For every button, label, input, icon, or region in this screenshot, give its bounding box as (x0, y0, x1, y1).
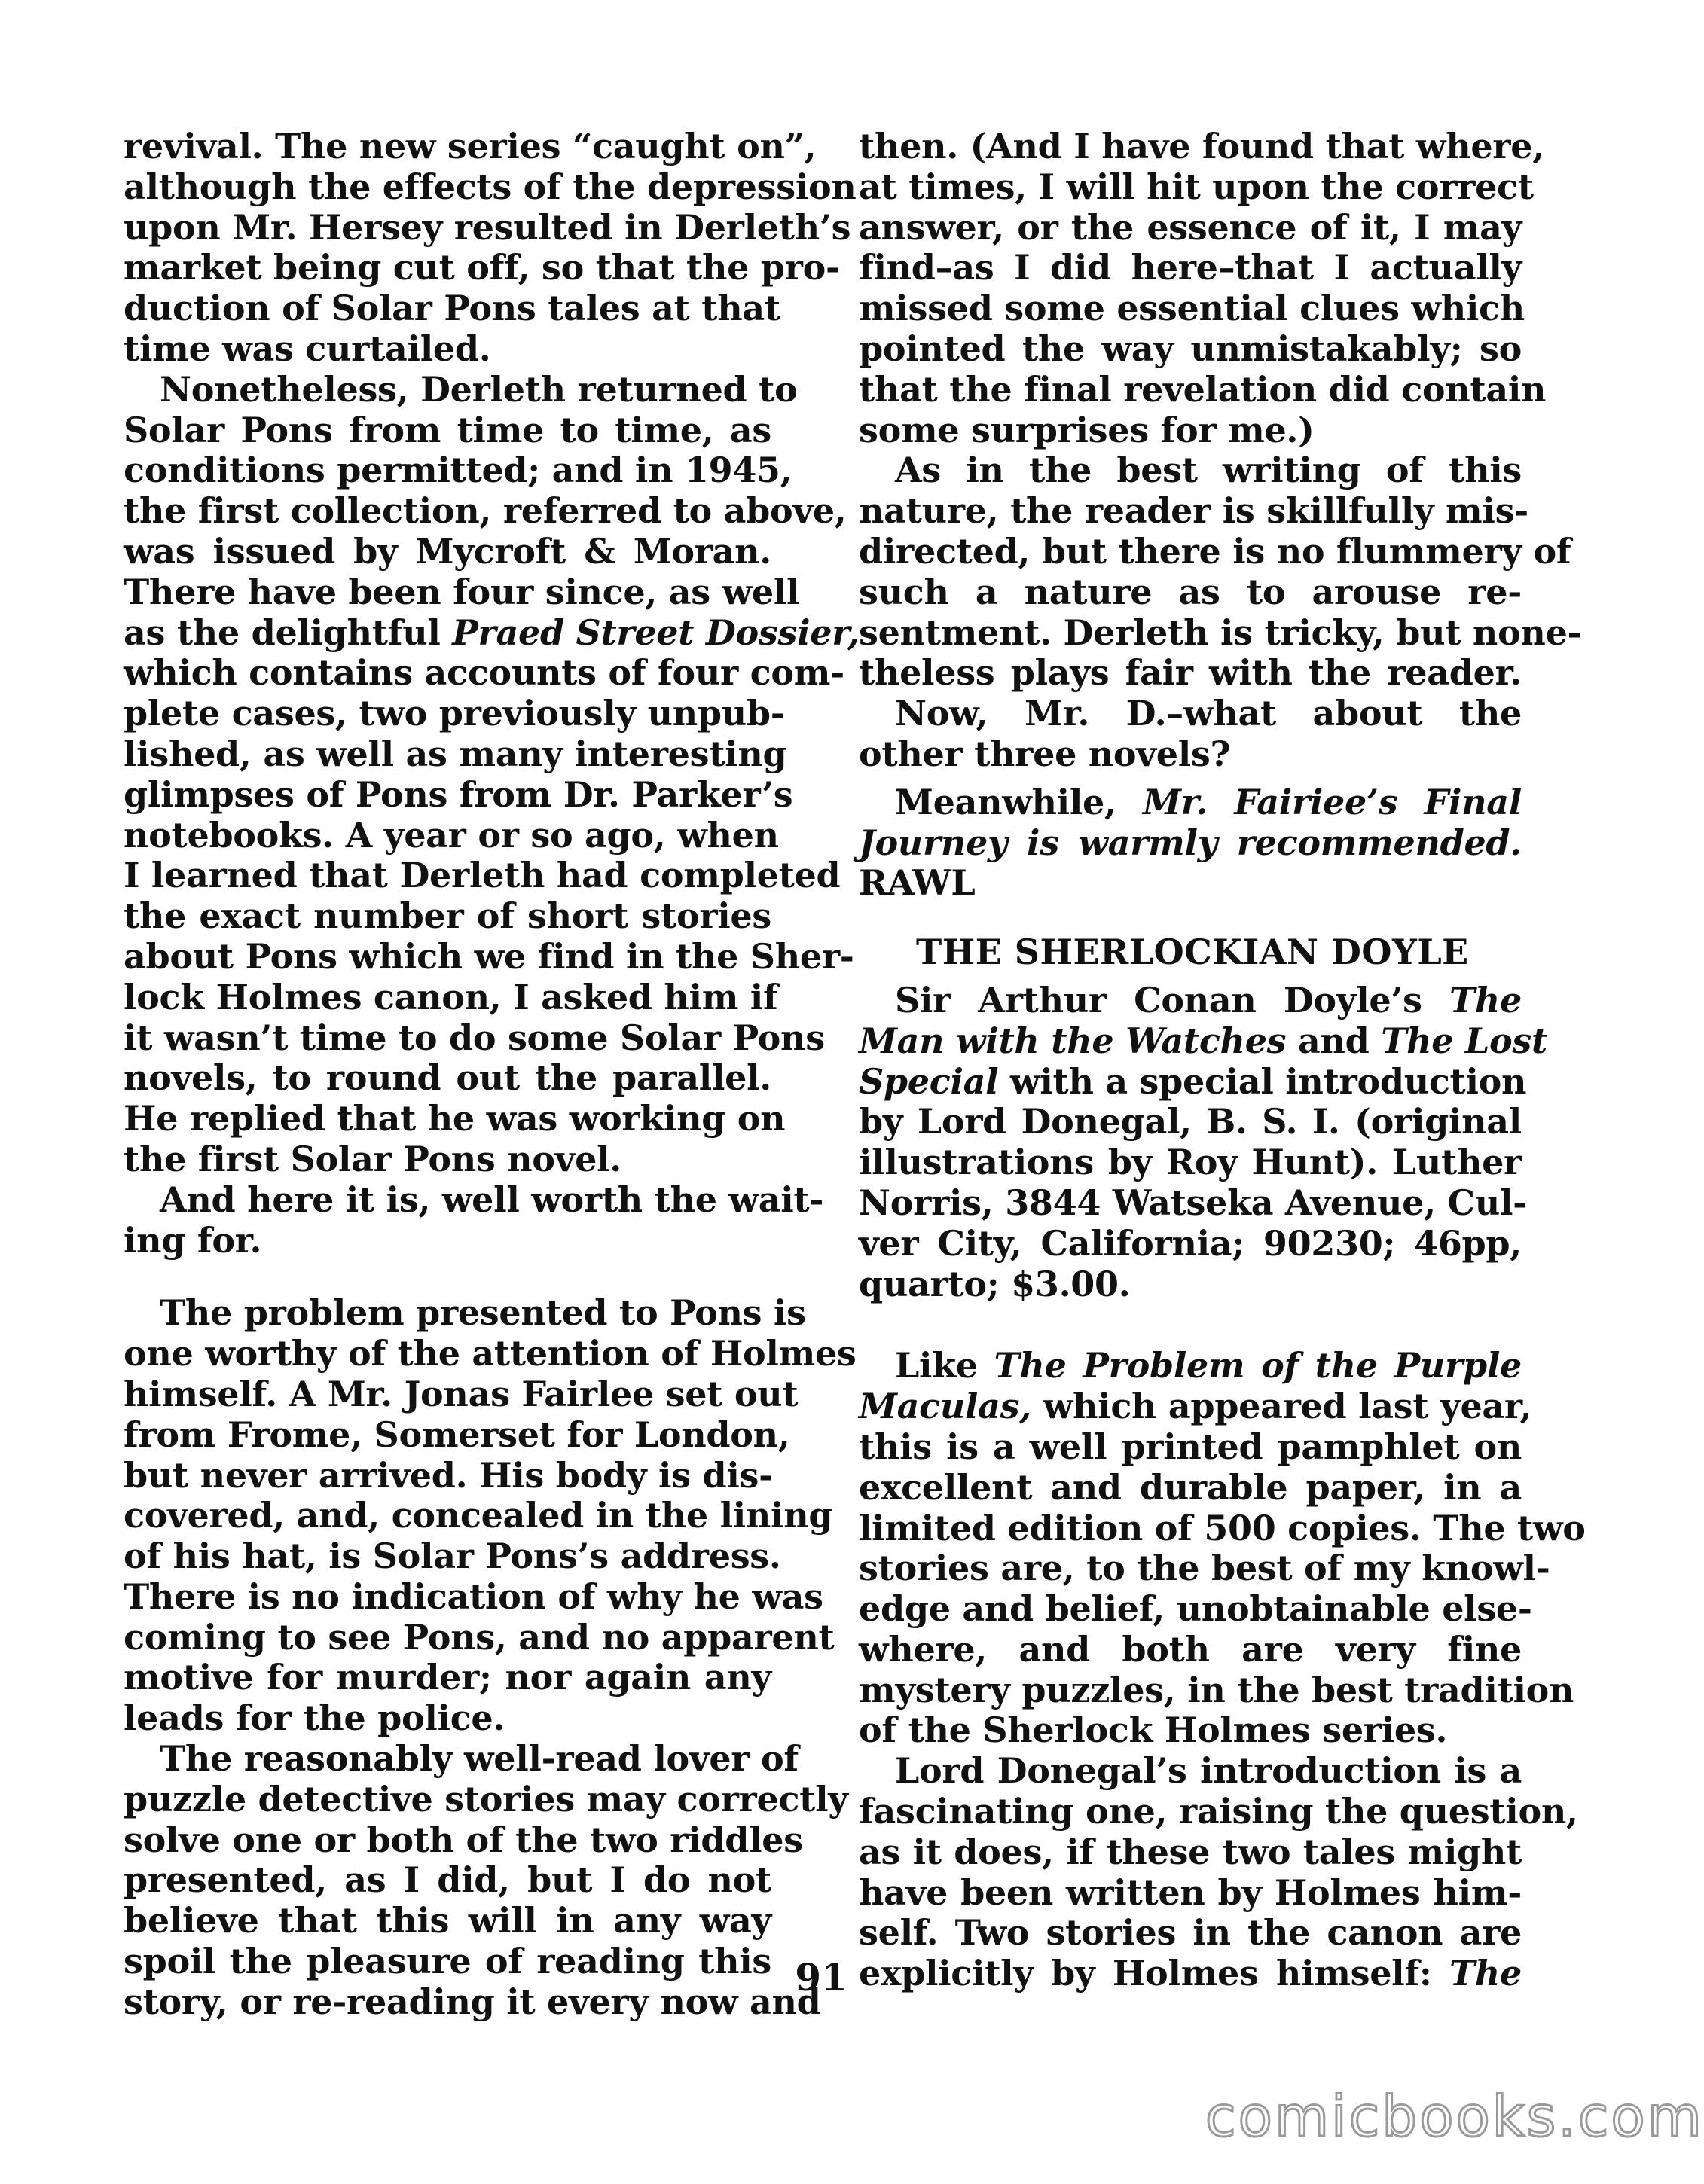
text-line: mystery puzzles, in the best tradition (859, 1669, 1574, 1710)
text-line: leads for the police. (124, 1697, 505, 1739)
text-line (124, 612, 860, 654)
page-number: 91 (795, 1955, 847, 1999)
text-line: ing for. (124, 1219, 262, 1261)
text-line: edge and belief, unobtainable else- (859, 1588, 1532, 1630)
text-line: motive for murder; nor again any (124, 1657, 771, 1698)
text-line: glimpses of Pons from Dr. Parker’s (124, 773, 793, 815)
text-line: pointed the way unmistakably; so (859, 328, 1522, 369)
text-line: but never arrived. His body is dis- (124, 1454, 773, 1496)
text-line (859, 1020, 1547, 1062)
paragraph-gap (859, 1304, 1522, 1346)
text-line: nature, the reader is skillfully mis- (859, 490, 1528, 532)
text-line: answer, or the essence of it, I may (859, 206, 1522, 248)
text-line: solve one or both of the two riddles (124, 1819, 803, 1860)
book-title: The (1449, 1953, 1522, 1994)
text-line: this is a well printed pamphlet on (859, 1426, 1522, 1467)
text-line: And here it is, well worth the wait- (160, 1179, 824, 1220)
text-line: the exact number of short stories (124, 895, 771, 937)
right-column (859, 126, 1586, 1994)
paragraph-gap (859, 904, 1522, 932)
text-line: himself. A Mr. Jonas Fairlee set out (124, 1373, 799, 1414)
text-span: Meanwhile, (895, 781, 1144, 822)
text-line: There is no indication of why he was (124, 1575, 823, 1617)
text-line: story, or re-reading it every now and (124, 1981, 821, 2022)
text-line: puzzle detective stories may correctly (124, 1778, 848, 1819)
text-line: He replied that he was working on (124, 1098, 786, 1139)
text-line: directed, but there is no flummery of (859, 530, 1571, 572)
text-line: the first Solar Pons novel. (124, 1138, 621, 1179)
text-line: market being cut off, so that the pro- (124, 247, 840, 288)
text-line: theless plays fair with the reader. (859, 652, 1522, 694)
text-line: one worthy of the attention of Holmes (124, 1333, 857, 1374)
book-title: The Lost (1381, 1020, 1547, 1061)
text-line: conditions permitted; and in 1945, (124, 450, 792, 491)
text-line: from Frome, Somerset for London, (124, 1414, 790, 1455)
book-title: Man with the Watches (859, 1020, 1287, 1061)
section-heading: THE SHERLOCKIAN DOYLE (916, 932, 1469, 973)
text-line: by Lord Donegal, B. S. I. (original (859, 1101, 1522, 1142)
text-line: ver City, California; 90230; 46pp, (859, 1222, 1522, 1264)
text-line: Norris, 3844 Watseka Avenue, Cul- (859, 1182, 1527, 1223)
text-line: Nonetheless, Derleth returned to (160, 368, 798, 410)
text-line: Now, Mr. D.–what about the (895, 693, 1522, 734)
text-line: presented, as I did, but I do not (124, 1859, 771, 1901)
text-line: excellent and durable paper, in a (859, 1466, 1522, 1508)
text-line: illustrations by Roy Hunt). Luther (859, 1142, 1522, 1183)
text-line: upon Mr. Hersey resulted in Derleth’s (124, 206, 851, 248)
text-line: As in the best writing of this (895, 450, 1522, 491)
text-line: have been written by Holmes him- (859, 1871, 1522, 1913)
text-line (859, 782, 1522, 823)
text-line (859, 1346, 1522, 1386)
text-line: fascinating one, raising the question, (859, 1791, 1578, 1832)
text-line: Journey is warmly recommended. (859, 822, 1522, 863)
text-line: find–as I did here–that I actually (859, 247, 1522, 288)
text-line: self. Two stories in the canon are (859, 1912, 1522, 1954)
text-span: with a special introduction (998, 1060, 1527, 1102)
text-span: explicitly by Holmes himself: (859, 1953, 1449, 1994)
text-line: that the final revelation did contain (859, 368, 1547, 410)
text-line: of the Sherlock Holmes series. (859, 1710, 1448, 1751)
text-line: Solar Pons from time to time, as (124, 409, 771, 450)
text-line: the first collection, referred to above, (124, 490, 847, 532)
text-span: which appeared last year, (1031, 1386, 1532, 1427)
text-line: spoil the pleasure of reading this (124, 1941, 771, 1982)
text-line: notebooks. A year or so ago, when (124, 814, 779, 856)
text-span: and (1286, 1020, 1382, 1061)
text-line: which contains accounts of four com- (124, 652, 844, 694)
text-line: plete cases, two previously unpub- (124, 693, 785, 734)
text-line (859, 1954, 1522, 1994)
book-title: The Problem of the Purple (994, 1345, 1522, 1386)
book-title: Mr. Fairiee’s Final (1143, 781, 1522, 822)
text-line: as it does, if these two tales might (859, 1831, 1522, 1872)
book-title: Special (859, 1060, 999, 1102)
text-line: limited edition of 500 copies. The two (859, 1507, 1586, 1548)
book-title: The (1449, 979, 1522, 1020)
text-line: I learned that Derleth had completed (124, 855, 841, 896)
text-line: time was curtailed. (124, 328, 491, 369)
text-line: covered, and, concealed in the lining (124, 1495, 833, 1536)
text-line (859, 1060, 1527, 1103)
text-line: believe that this will in any way (124, 1900, 771, 1942)
text-span: Sir Arthur Conan Doyle’s (895, 979, 1449, 1020)
text-line: revival. The new series “caught on”, (124, 126, 817, 166)
text-line: about Pons which we find in the Sher- (124, 935, 854, 977)
text-line: it wasn’t time to do some Solar Pons (124, 1017, 825, 1058)
paragraph-gap (124, 1261, 771, 1293)
text-line: lished, as well as many interesting (124, 733, 787, 774)
text-line: was issued by Mycroft & Moran. (124, 530, 771, 572)
text-line: Lord Donegal’s introduction is a (895, 1750, 1522, 1792)
text-line: some surprises for me.) (859, 409, 1315, 450)
book-title: Praed Street Dossier, (452, 612, 860, 653)
text-line (859, 1386, 1532, 1427)
text-line: lock Holmes canon, I asked him if (124, 976, 778, 1017)
text-line: stories are, to the best of my knowl- (859, 1548, 1550, 1589)
signature: RAWL (859, 862, 976, 904)
text-line: where, and both are very fine (859, 1628, 1522, 1670)
book-title: Maculas, (859, 1386, 1031, 1427)
text-line: sentment. Derleth is tricky, but none- (859, 612, 1582, 653)
text-line: The problem presented to Pons is (160, 1292, 806, 1334)
text-line: duction of Solar Pons tales at that (124, 288, 780, 329)
text-line: other three novels? (859, 733, 1231, 774)
text-line: novels, to round out the parallel. (124, 1057, 771, 1099)
text-span: as the delightful (124, 612, 453, 653)
text-line: of his hat, is Solar Pons’s address. (124, 1536, 781, 1577)
text-line: although the effects of the depression (124, 166, 857, 207)
text-line: There have been four since, as well (124, 571, 800, 612)
text-line: then. (And I have found that where, (859, 126, 1544, 166)
text-span: Like (895, 1345, 994, 1386)
text-line: at times, I will hit upon the correct (859, 166, 1534, 207)
watermark: comicbooks.com (1205, 2085, 1704, 2149)
text-line: such a nature as to arouse re- (859, 571, 1522, 612)
text-line: coming to see Pons, and no apparent (124, 1616, 835, 1658)
text-line (859, 981, 1522, 1021)
text-line: The reasonably well-read lover of (160, 1738, 799, 1780)
text-line: missed some essential clues which (859, 288, 1525, 329)
text-line: quarto; $3.00. (859, 1263, 1131, 1304)
